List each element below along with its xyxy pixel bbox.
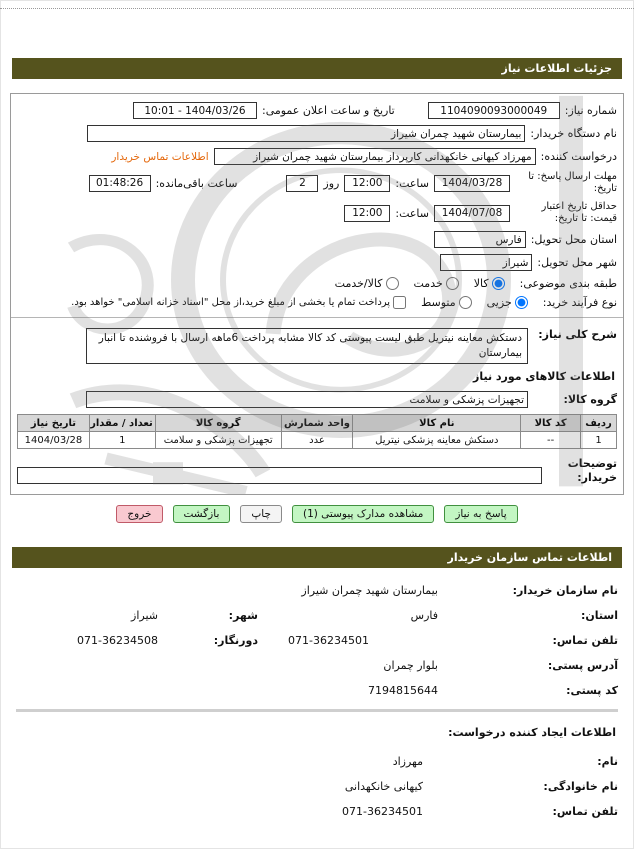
- need-number-label: شماره نیاز:: [564, 104, 617, 117]
- creator-phone-value: 071-36234501: [342, 804, 423, 818]
- goods-table-header: [18, 415, 617, 432]
- action-buttons: [0, 505, 634, 523]
- announce-datetime-value: [133, 102, 257, 119]
- cell-unit: عدد: [281, 432, 353, 449]
- cell-item-name: دستکش معاینه پزشکی نیتریل: [353, 432, 521, 449]
- response-deadline-label: مهلت ارسال پاسخ: تا تاریخ:: [528, 171, 617, 194]
- goods-group-input[interactable]: [86, 391, 528, 408]
- goods-table-row: [18, 432, 617, 449]
- cell-quantity: 1: [89, 432, 155, 449]
- cell-item-group: تجهیزات پزشکی و سلامت: [155, 432, 281, 449]
- general-desc-row: [17, 328, 617, 364]
- cell-item-code: --: [521, 432, 581, 449]
- col-need-date: تاریخ نیاز: [18, 415, 90, 432]
- purchase-type-option-minor: [487, 296, 528, 309]
- requester-label: درخواست کننده:: [540, 150, 617, 163]
- classification-goods-label: کالا: [473, 277, 489, 290]
- fax-value: 071-36234508: [77, 633, 158, 647]
- province-label: استان:: [581, 608, 618, 622]
- need-number-input[interactable]: [428, 102, 560, 119]
- purchase-type-medium-label: متوسط: [421, 296, 456, 309]
- response-deadline-time-input[interactable]: [344, 175, 390, 192]
- need-details-title: جزئیات اطلاعات نیاز: [501, 62, 612, 75]
- form-inner-divider: [11, 317, 623, 318]
- delivery-city-row: [17, 254, 617, 271]
- delivery-city-input[interactable]: [440, 254, 532, 271]
- buyer-comment-input[interactable]: [17, 467, 542, 484]
- fax-label: دورنگار:: [213, 633, 258, 647]
- creator-first-name-value: مهرزاد: [392, 754, 423, 768]
- postal-code-row: [16, 684, 618, 697]
- days-input[interactable]: [286, 175, 318, 192]
- col-item-code: کد کالا: [521, 415, 581, 432]
- classification-option-goods-service: [335, 277, 399, 290]
- price-validity-label: حداقل تاریخ اعتبار قیمت: تا تاریخ:: [541, 201, 617, 224]
- need-number-row: [17, 102, 617, 119]
- col-item-name: نام کالا: [353, 415, 521, 432]
- goods-group-label: گروه کالا:: [563, 393, 617, 407]
- classification-goods-service-label: کالا/خدمت: [334, 277, 383, 290]
- treasury-checkbox[interactable]: [393, 296, 406, 309]
- col-unit: واحد شمارش: [281, 415, 353, 432]
- postal-address-value: بلوار چمران: [383, 658, 438, 672]
- back-button[interactable]: بازگشت: [173, 505, 231, 523]
- org-name-label: نام سازمان خریدار:: [512, 583, 618, 597]
- general-desc-label: شرح کلی نیاز:: [538, 328, 617, 341]
- purchase-type-minor-radio[interactable]: [515, 296, 528, 309]
- cell-need-date: 1404/03/28: [18, 432, 90, 449]
- phone-label: تلفن تماس:: [552, 633, 618, 647]
- buyer-contact-title: اطلاعات تماس سازمان خریدار: [447, 550, 612, 564]
- exit-button[interactable]: خروج: [116, 505, 162, 523]
- response-deadline-row: [17, 171, 617, 195]
- purchase-type-option-medium: [421, 296, 472, 309]
- org-name-value: بیمارستان شهید چمران شیراز: [301, 583, 438, 597]
- remaining-time-value: [89, 175, 151, 192]
- respond-button[interactable]: پاسخ به نیاز: [444, 505, 517, 523]
- buyer-contact-section: [0, 568, 634, 818]
- treasury-note: پرداخت تمام یا بخشی از مبلغ خرید،از محل "اسناد خزانه اسلامی" خواهد بود.: [71, 297, 391, 308]
- delivery-province-label: استان محل تحویل:: [530, 233, 617, 246]
- creator-first-name-label: نام:: [597, 754, 618, 768]
- requester-row: [17, 148, 617, 165]
- creator-last-name-label: نام خانوادگی:: [543, 779, 618, 793]
- buyer-contact-header-bar: [12, 547, 622, 568]
- province-value: فارس: [410, 608, 438, 622]
- general-desc-box: دستکش معاینه نیتریل طبق لیست پیوستی کد کالا مشابه پرداخت 6ماهه ارسال با فروشنده تا انبار بیمارستان: [86, 328, 528, 364]
- purchase-type-minor-label: جزیی: [486, 296, 512, 309]
- goods-group-row: [17, 391, 617, 408]
- province-city-row: [16, 609, 618, 622]
- postal-address-label: آدرس پستی:: [547, 658, 618, 672]
- classification-service-radio[interactable]: [446, 277, 459, 290]
- buyer-org-row: [17, 125, 617, 142]
- delivery-province-input[interactable]: [434, 231, 526, 248]
- classification-goods-radio[interactable]: [492, 277, 505, 290]
- goods-table: [17, 414, 617, 449]
- col-item-group: گروه کالا: [155, 415, 281, 432]
- purchase-type-medium-radio[interactable]: [459, 296, 472, 309]
- creator-last-name-row: [16, 780, 618, 793]
- buyer-comment-row: [17, 457, 617, 483]
- classification-row: [17, 277, 617, 290]
- print-button[interactable]: چاپ: [240, 505, 282, 523]
- buyer-org-label: نام دستگاه خریدار:: [530, 127, 617, 140]
- creator-phone-row: [16, 805, 618, 818]
- postal-address-row: [16, 659, 618, 672]
- phone-value: 071-36234501: [288, 633, 369, 647]
- classification-option-service: [414, 277, 459, 290]
- classification-label: طبقه بندی موضوعی:: [519, 277, 617, 290]
- days-label: روز: [323, 176, 340, 190]
- purchase-type-label: نوع فرآیند خرید:: [542, 296, 617, 309]
- price-validity-time-label: ساعت:: [395, 206, 429, 220]
- city-value: شیراز: [131, 608, 158, 622]
- creator-phone-label: تلفن تماس:: [552, 804, 618, 818]
- goods-section-title: اطلاعات کالاهای مورد نیاز: [473, 370, 615, 384]
- view-attachments-button[interactable]: مشاهده مدارک پیوستی (1): [292, 505, 434, 523]
- postal-code-value: 7194815644: [368, 683, 438, 697]
- price-validity-date-input[interactable]: [434, 205, 510, 222]
- col-row-number: ردیف: [581, 415, 617, 432]
- buyer-comment-label: توضیحات خریدار:: [567, 457, 617, 484]
- need-details-form: [10, 93, 624, 495]
- creator-section-title: اطلاعات ایجاد کننده درخواست:: [448, 725, 616, 739]
- org-name-row: [16, 584, 618, 597]
- delivery-province-row: [17, 231, 617, 248]
- postal-code-label: کد پستی:: [566, 683, 618, 697]
- phone-fax-row: [16, 634, 618, 647]
- delivery-city-label: شهر محل تحویل:: [537, 256, 617, 269]
- purchase-type-row: [17, 296, 617, 309]
- city-label: شهر:: [228, 608, 258, 622]
- remaining-time-label: ساعت باقی‌مانده:: [155, 176, 238, 190]
- price-validity-row: [17, 201, 617, 225]
- buyer-org-input[interactable]: [87, 125, 525, 142]
- classification-service-label: خدمت: [413, 277, 443, 290]
- announce-datetime-label: تاریخ و ساعت اعلان عمومی:: [261, 104, 395, 117]
- creator-last-name-value: کیهانی خانکهدانی: [344, 779, 423, 793]
- top-dotted-divider: [0, 8, 634, 9]
- classification-goods-service-radio[interactable]: [386, 277, 399, 290]
- response-deadline-date-input[interactable]: [434, 175, 510, 192]
- cell-row-number: 1: [581, 432, 617, 449]
- creator-first-name-row: [16, 755, 618, 768]
- response-deadline-time-label: ساعت:: [395, 176, 429, 190]
- col-quantity: تعداد / مقدار: [89, 415, 155, 432]
- section-divider: [16, 709, 618, 712]
- classification-option-goods: [474, 277, 505, 290]
- treasury-option: [71, 296, 406, 309]
- buyer-contact-link[interactable]: اطلاعات تماس خریدار: [111, 150, 209, 163]
- need-details-header-bar: [12, 58, 622, 79]
- requester-input[interactable]: [214, 148, 536, 165]
- price-validity-time-input[interactable]: [344, 205, 390, 222]
